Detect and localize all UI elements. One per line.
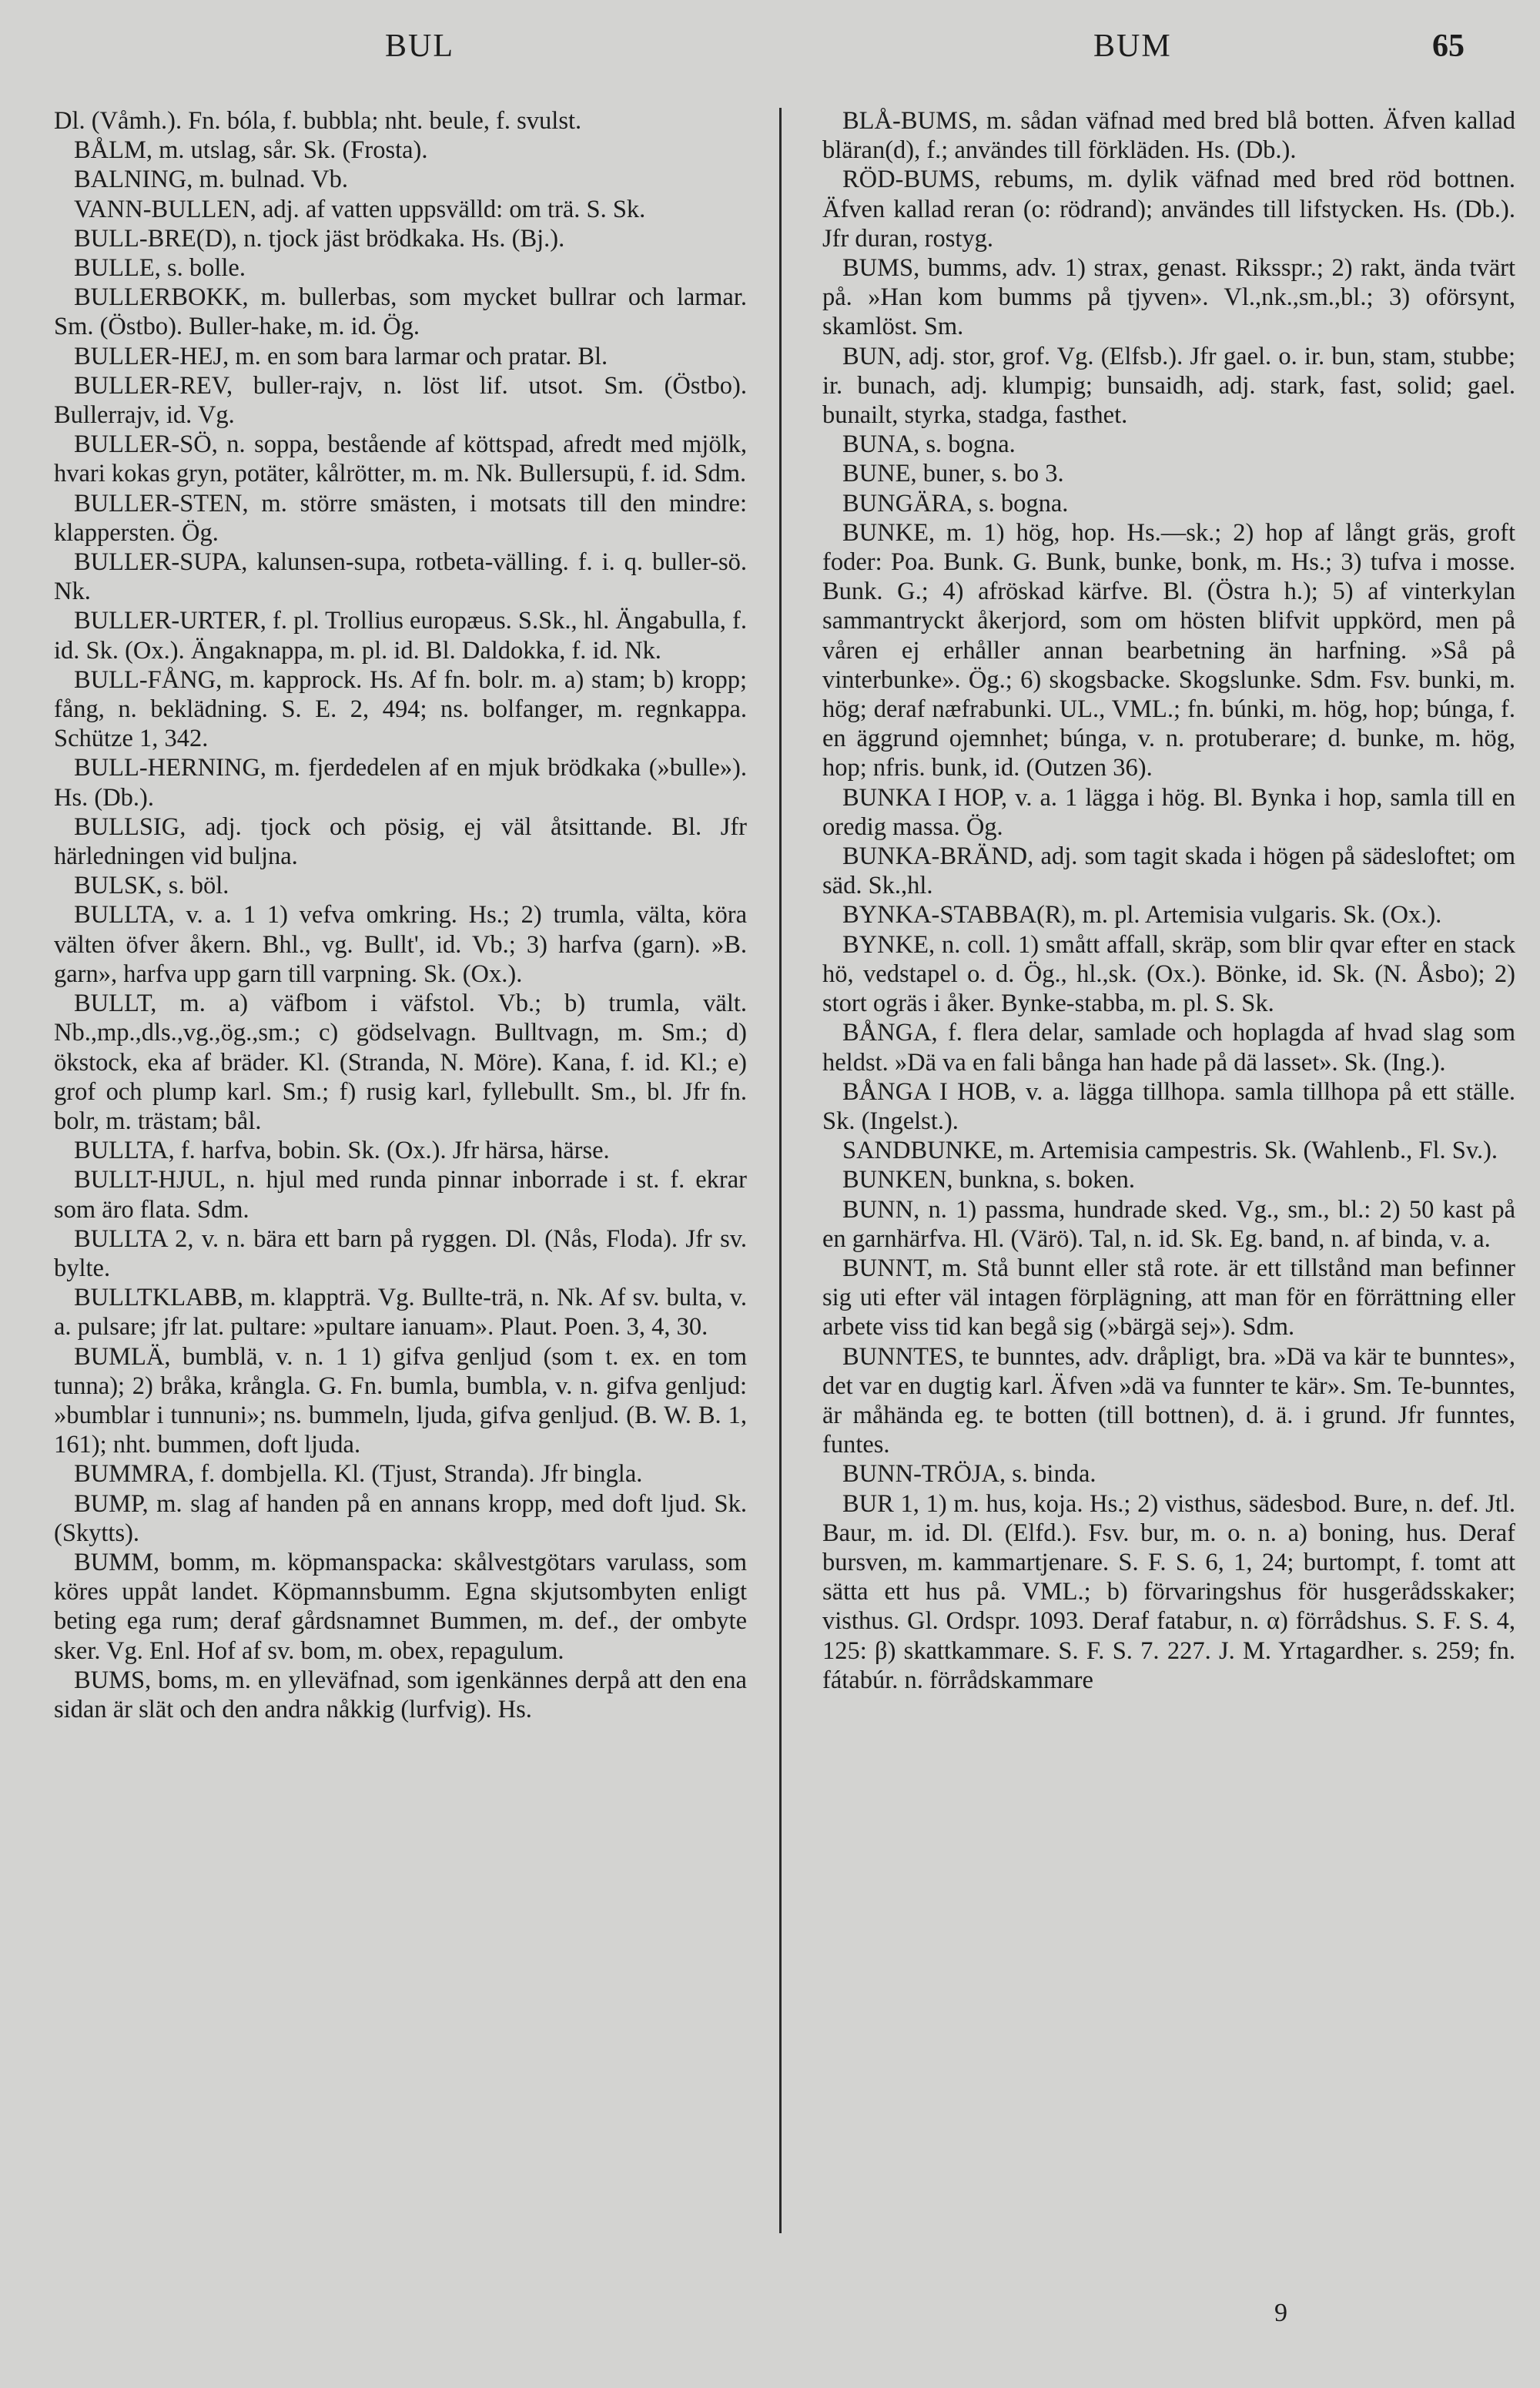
- dictionary-entry: BULLT, m. a) väfbom i väfstol. Vb.; b) trumla, vält. Nb.,mp.,dls.,vg.,ög.,sm.; c) gödselvagn. Bulltvagn, m. Sm.; d) ökstock, eka af bräder. Kl. (Stranda, N. Möre). Kana, f. id. Kl.; e) grof och plump karl. Sm.; f) rusig karl, fyllebullt. Sm., bl. Jfr fn. bolr, m. trästam; bål.: [54, 990, 747, 1135]
- dictionary-entry: BUR 1, 1) m. hus, koja. Hs.; 2) visthus, sädesbod. Bure, n. def. Jtl. Baur, m. id. Dl. (Elfd.). Fsv. bur, m. o. n. a) boning, hus. Deraf bursven, m. kammartjenare. S. F. S. 6, 1, 24; burtompt, f. tomt att sätta ett hus på. VML.; b) förvaringshus för husgerådsskaker; visthus. Gl. Ordspr. 1093. Deraf fatabur, n. α) förrådshus. S. F. S. 4, 125: β) skattkammare. S. F. S. 7. 227. J. M. Yrtagardher. s. 259; fn. fátabúr. n. förrådskammare: [822, 1489, 1515, 1694]
- dictionary-entry: BUMS, boms, m. en ylleväfnad, som igenkännes derpå att den ena sidan är slät och den andra nåkkig (lurfvig). Hs.: [54, 1666, 747, 1723]
- dictionary-entry: BULLTKLABB, m. klappträ. Vg. Bullte-trä, n. Nk. Af sv. bulta, v. a. pulsare; jfr lat. pultare: »pultare ianuam». Plaut. Poen. 3, 4, 30.: [54, 1284, 747, 1341]
- dictionary-entry: BUNKEN, bunkna, s. boken.: [842, 1166, 1136, 1194]
- dictionary-entry: BULLER-HEJ, m. en som bara larmar och pratar. Bl.: [74, 342, 608, 370]
- page-header: [0, 28, 1540, 74]
- dictionary-entry: BUMS, bumms, adv. 1) strax, genast. Riksspr.; 2) rakt, ända tvärt på. »Han kom bumms på tjyven». Vl.,nk.,sm.,bl.; 3) oförsynt, skamlöst. Sm.: [822, 254, 1515, 341]
- dictionary-entry: BÅNGA, f. flera delar, samlade och hoplagda af hvad slag som heldst. »Dä va en fali bånga han hade på dä lasset». Sk. (Ing.).: [822, 1019, 1515, 1077]
- dictionary-entry: BULLSIG, adj. tjock och pösig, ej väl åtsittande. Bl. Jfr härledningen vid buljna.: [54, 812, 747, 871]
- dictionary-entry: BULLTA, f. harfva, bobin. Sk. (Ox.). Jfr härsa, härse.: [74, 1137, 610, 1165]
- running-head-left: BUL: [385, 28, 454, 64]
- column-divider: [779, 108, 782, 2233]
- dictionary-entry: RÖD-BUMS, rebums, m. dylik väfnad med bred röd bottnen. Äfven kallad reran (o: rödrand); användes till lifstycken. Hs. (Db.). Jfr duran, rostyg.: [822, 166, 1515, 253]
- dictionary-entry: BUN, adj. stor, grof. Vg. (Elfsb.). Jfr gael. o. ir. bun, stam, stubbe; ir. bunach, adj. klumpig; bunsaidh, adj. stark, fast, solid; gael. bunailt, styrka, stadga, fasthet.: [822, 342, 1515, 430]
- dictionary-entry: BUNKA-BRÄND, adj. som tagit skada i högen på sädesloftet; om säd. Sk.,hl.: [822, 842, 1515, 900]
- page-number: 65: [1432, 28, 1465, 64]
- dictionary-entry: BUNKE, m. 1) hög, hop. Hs.—sk.; 2) hop af långt gräs, groft foder: Poa. Bunk. G. Bunk, bunke, bonk, m. Hs.; 3) tufva i mosse. Bunk. G.; 4) afröskad kärfve. Bl. (Östra h.); 5) af vinterkylan sammantryckt åkerjord, som om hösten blifvit uppkörd, men på våren ej erhåller annan bearbetning än harfning. »Så på vinterbunke». Ög.; 6) skogsbacke. Skogslunke. Sdm. Fsv. bunki, m. hög; deraf næfrabunki. UL., VML.; fn. búnki, m. hög, hop; búnga, f. en äggrund ojemnhet; búnga, v. n. protuberare; d. bunke, m. hög, hop; nfris. bunk, id. (Outzen 36).: [822, 518, 1515, 782]
- dictionary-entry: Dl. (Våmh.). Fn. bóla, f. bubbla; nht. beule, f. svulst.: [54, 107, 582, 135]
- signature-mark: 9: [1274, 2299, 1287, 2327]
- dictionary-entry: BUNA, s. bogna.: [842, 430, 1016, 459]
- running-head-right: BUM: [1093, 28, 1172, 64]
- dictionary-entry: VANN-BULLEN, adj. af vatten uppsvälld: om trä. S. Sk.: [74, 195, 646, 223]
- dictionary-entry: BUMMRA, f. dombjella. Kl. (Tjust, Stranda). Jfr bingla.: [74, 1460, 643, 1489]
- dictionary-entry: BULL-FÅNG, m. kapprock. Hs. Af fn. bolr. m. a) stam; b) kropp; fång, n. beklädning. S. E. 2, 494; ns. bolfanger, m. regnkappa. Schütze 1, 342.: [54, 665, 747, 753]
- dictionary-entry: SANDBUNKE, m. Artemisia campestris. Sk. (Wahlenb., Fl. Sv.).: [842, 1137, 1498, 1165]
- dictionary-entry: BULLT-HJUL, n. hjul med runda pinnar inborrade i st. f. ekrar som äro flata. Sdm.: [54, 1166, 747, 1224]
- dictionary-entry: BULSK, s. böl.: [74, 872, 229, 900]
- dictionary-entry: BULLER-STEN, m. större smästen, i motsats till den mindre: klappersten. Ög.: [54, 489, 747, 547]
- dictionary-entry: BUMLÄ, bumblä, v. n. 1 1) gifva genljud (som t. ex. en tom tunna); 2) bråka, krångla. G. Fn. bumla, bumbla, v. n. gifva genljud: »bumblar i tunnuni»; ns. bummeln, ljuda, gifva genljud. (B. W. B. 1, 161); nht. bummen, doft ljuda.: [54, 1342, 747, 1459]
- right-column: [822, 106, 1515, 1695]
- dictionary-entry: BUNKA I HOP, v. a. 1 lägga i hög. Bl. Bynka i hop, samla till en oredig massa. Ög.: [822, 783, 1515, 841]
- dictionary-entry: BÅNGA I HOB, v. a. lägga tillhopa. samla tillhopa på ett ställe. Sk. (Ingelst.).: [822, 1077, 1515, 1135]
- dictionary-entry: BULLER-SÖ, n. soppa, bestående af köttspad, afredt med mjölk, hvari kokas gryn, potäter, kålrötter, m. m. Nk. Bullersupü, f. id. Sdm.: [54, 430, 747, 488]
- dictionary-entry: BUMM, bomm, m. köpmanspacka: skålvestgötars varulass, som köres uppåt landet. Köpmannsbumm. Egna skjutsombyten enligt beting ega rum; deraf gårdsnamnet Bummen, m. def., der ombyte sker. Vg. Enl. Hof af sv. bom, m. obex, repagulum.: [54, 1548, 747, 1665]
- dictionary-entry: BUMP, m. slag af handen på en annans kropp, med doft ljud. Sk. (Skytts).: [54, 1489, 747, 1547]
- dictionary-entry: BUNN-TRÖJA, s. binda.: [842, 1460, 1096, 1489]
- dictionary-entry: BUNE, buner, s. bo 3.: [842, 460, 1064, 488]
- dictionary-entry: BULLTA 2, v. n. bära ett barn på ryggen. Dl. (Nås, Floda). Jfr sv. bylte.: [54, 1224, 747, 1282]
- dictionary-entry: BULLERBOKK, m. bullerbas, som mycket bullrar och larmar. Sm. (Östbo). Buller-hake, m. id. Ög.: [54, 283, 747, 341]
- dictionary-entry: BUNNTES, te bunntes, adv. dråpligt, bra. »Dä va kär te bunntes», det var en dugtig karl. Äfven »dä va funnter te kär». Sm. Te-bunntes, är måhända eg. te botten (till bottnen), d. ä. i grund. Jfr funntes, funtes.: [822, 1342, 1515, 1459]
- dictionary-entry: BUNN, n. 1) passma, hundrade sked. Vg., sm., bl.: 2) 50 kast på en garnhärfva. Hl. (Värö). Tal, n. id. Sk. Eg. band, n. af binda, v. a.: [822, 1195, 1515, 1253]
- dictionary-entry: BLÅ-BUMS, m. sådan väfnad med bred blå botten. Äfven kallad bläran(d), f.; användes till förkläden. Hs. (Db.).: [822, 107, 1515, 165]
- dictionary-entry: BYNKA-STABBA(R), m. pl. Artemisia vulgaris. Sk. (Ox.).: [842, 901, 1442, 929]
- dictionary-entry: BÅLM, m. utslag, sår. Sk. (Frosta).: [74, 136, 428, 165]
- dictionary-entry: BULLTA, v. a. 1 1) vefva omkring. Hs.; 2) trumla, välta, köra välten öfver åkern. Bhl., vg. Bullt', id. Vb.; 3) harfva (garn). »B. garn», harfva upp garn till varpning. Sk. (Ox.).: [54, 901, 747, 988]
- dictionary-entry: BYNKE, n. coll. 1) smått affall, skräp, som blir qvar efter en stack hö, vedstapel o. d. Ög., hl.,sk. (Ox.). Bönke, id. Sk. (N. Åsbo); 2) stort ogräs i åker. Bynke-stabba, m. pl. S. Sk.: [822, 930, 1515, 1018]
- dictionary-entry: BULLE, s. bolle.: [74, 254, 246, 283]
- dictionary-entry: BULLER-SUPA, kalunsen-supa, rotbeta-välling. f. i. q. buller-sö. Nk.: [54, 548, 747, 606]
- dictionary-entry: BULL-BRE(D), n. tjock jäst brödkaka. Hs. (Bj.).: [74, 224, 565, 253]
- dictionary-entry: BULLER-URTER, f. pl. Trollius europæus. S.Sk., hl. Ängabulla, f. id. Sk. (Ox.). Ängaknappa, m. pl. id. Bl. Daldokka, f. id. Nk.: [54, 607, 747, 665]
- dictionary-entry: BUNNT, m. Stå bunnt eller stå rote. är ett tillstånd man befinner sig uti efter väl intagen förplägning, att man för en förrättning eller arbete viss tid kan begå sig (»bärgä sej»). Sdm.: [822, 1254, 1515, 1341]
- dictionary-entry: BULL-HERNING, m. fjerdedelen af en mjuk brödkaka (»bulle»). Hs. (Db.).: [54, 754, 747, 812]
- dictionary-entry: BALNING, m. bulnad. Vb.: [74, 166, 348, 194]
- dictionary-entry: BUNGÄRA, s. bogna.: [842, 489, 1069, 517]
- dictionary-entry: BULLER-REV, buller-rajv, n. löst lif. utsot. Sm. (Östbo). Bullerrajv, id. Vg.: [54, 371, 747, 430]
- left-column: [54, 106, 747, 1724]
